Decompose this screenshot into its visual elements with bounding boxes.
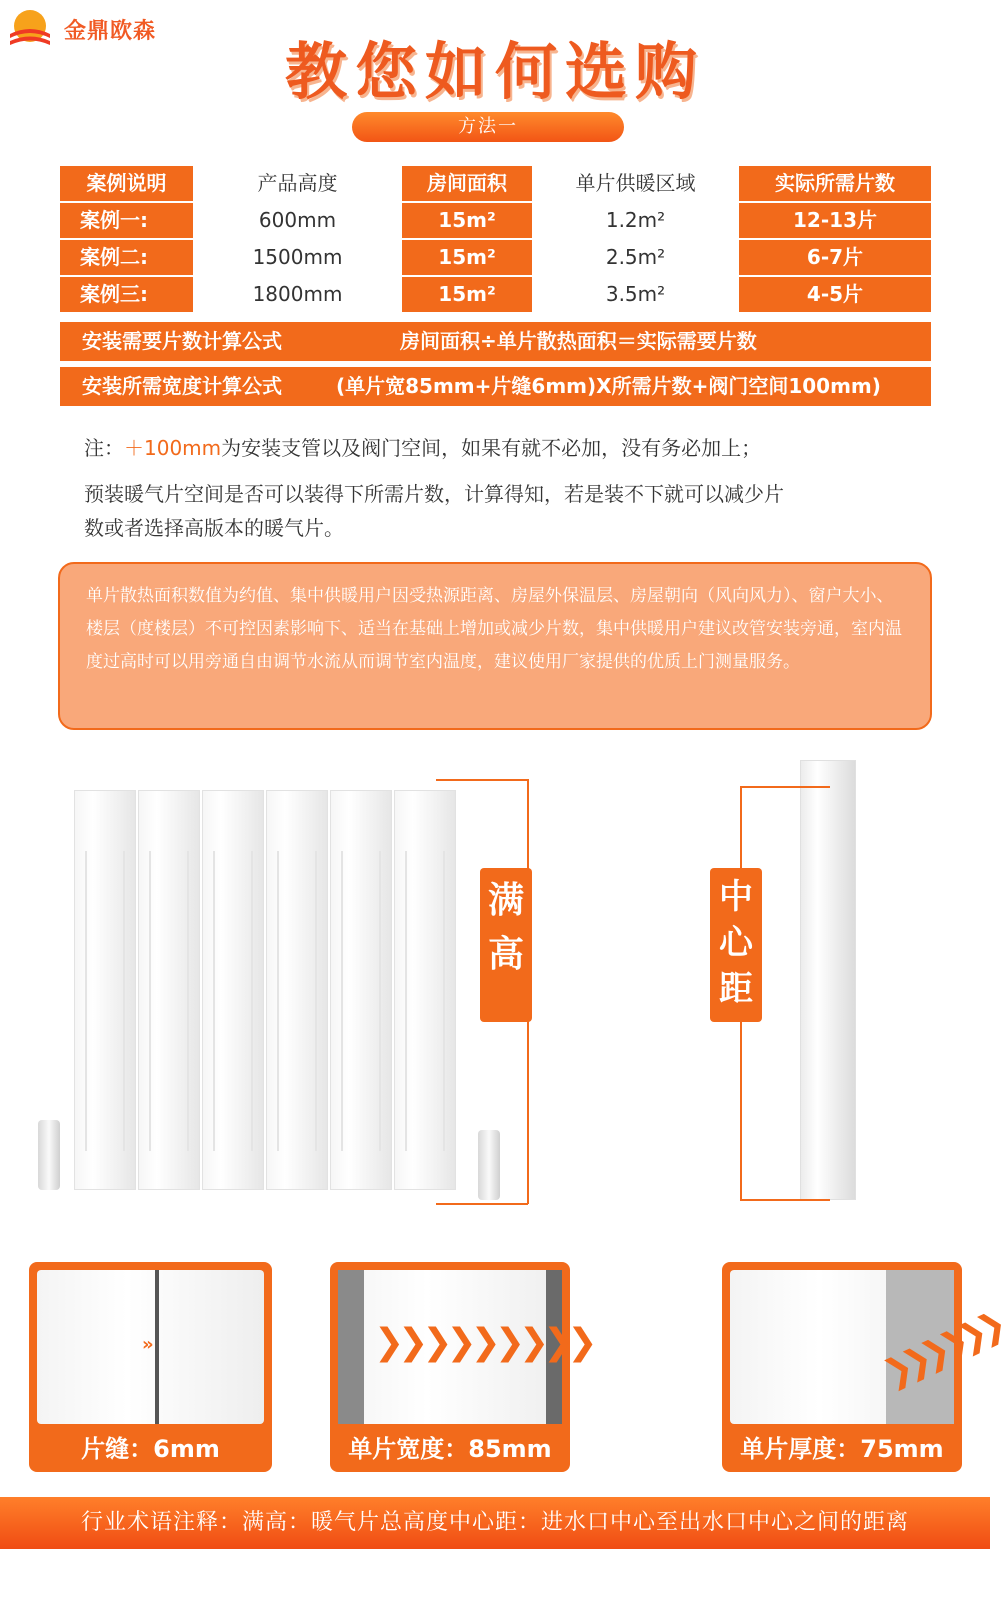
detail-card-gap	[29, 1262, 272, 1472]
radiator-fin	[138, 790, 200, 1190]
width-formula-label: 安装所需宽度计算公式	[82, 374, 282, 398]
table-cell: 12-13片	[739, 203, 931, 238]
center-distance-label: 中 心 距	[710, 868, 762, 1022]
radiator-fin	[202, 790, 264, 1190]
detail-label: 单片厚度：75mm	[740, 1435, 944, 1463]
header-cell: 产品高度	[195, 166, 400, 201]
table-row	[60, 277, 931, 312]
table-header-row	[60, 166, 931, 201]
note-prefix: 注：	[84, 436, 124, 460]
note-line-2: 预装暖气片空间是否可以装得下所需片数，计算得知，若是装不下就可以减少片	[84, 482, 784, 506]
chevron-right-icon: »	[142, 1334, 154, 1355]
full-height-label: 满 高	[480, 868, 532, 1022]
header-cell: 案例说明	[60, 166, 193, 201]
note-line-1	[84, 431, 761, 465]
detail-label: 片缝：6mm	[81, 1435, 220, 1463]
table-cell: 3.5m²	[534, 277, 737, 312]
table-cell: 4-5片	[739, 277, 931, 312]
method-label: 方法一	[352, 112, 624, 142]
width-formula-text: (单片宽85mm+片缝6mm)X所需片数+阀门空间100mm)	[336, 374, 881, 398]
detail-label: 单片宽度：85mm	[348, 1435, 552, 1463]
table-row	[60, 240, 931, 275]
width-formula-bar	[60, 367, 931, 406]
header-cell: 房间面积	[402, 166, 532, 201]
header-cell: 单片供暖区域	[534, 166, 737, 201]
detail-card-width	[330, 1262, 592, 1472]
table-row	[60, 203, 931, 238]
radiator-fin	[394, 790, 456, 1190]
brand-name: 金鼎欧森	[64, 19, 157, 44]
detail-card-thickness	[722, 1262, 1006, 1472]
note-line-3: 数或者选择高版本的暖气片。	[84, 516, 344, 540]
bracket-line	[436, 1203, 528, 1205]
valve-right	[478, 1130, 500, 1200]
info-box: 单片散热面积数值为约值、集中供暖用户因受热源距离、房屋外保温层、房屋朝向（风向风力）、窗户大小、楼层（度楼层）不可控因素影响下、适当在基础上增加或减少片数，集中供暖用户建议改管安装旁通，室内温度过高时可以用旁通自由调节水流从而调节室内温度，建议使用厂家提供的优质上门测量服务。	[58, 562, 932, 730]
table-cell: 1800mm	[195, 277, 400, 312]
table-cell: 1.2m²	[534, 203, 737, 238]
table-cell: 案例三:	[60, 277, 193, 312]
header-cell: 实际所需片数	[739, 166, 931, 201]
count-formula-bar	[60, 322, 931, 361]
table-cell: 15m²	[402, 277, 532, 312]
page-title: 教您如何选购	[284, 35, 705, 108]
table-cell: 6-7片	[739, 240, 931, 275]
bracket-line	[740, 1199, 830, 1201]
bracket-line	[436, 779, 528, 781]
detail-image	[37, 1270, 264, 1424]
chevron-right-icon: ❯❯❯❯❯❯	[877, 1305, 1006, 1395]
bracket-line	[740, 786, 830, 788]
count-formula-label: 安装需要片数计算公式	[82, 329, 282, 353]
gap-line	[155, 1270, 159, 1424]
table-cell: 案例一:	[60, 203, 193, 238]
table-cell: 1500mm	[195, 240, 400, 275]
valve-left	[38, 1120, 60, 1190]
count-formula-text: 房间面积÷单片散热面积＝实际需要片数	[400, 329, 757, 353]
radiator-fin	[74, 790, 136, 1190]
radiator-front-image	[70, 780, 490, 1200]
chevron-right-icon: ❯❯❯❯❯❯❯❯❯	[374, 1322, 592, 1363]
table-cell: 15m²	[402, 240, 532, 275]
table-cell: 2.5m²	[534, 240, 737, 275]
note-line-1-text: 为安装支管以及阀门空间，如果有就不必加，没有务必加上；	[221, 436, 762, 460]
table-cell: 案例二:	[60, 240, 193, 275]
detail-image	[730, 1270, 1006, 1424]
detail-image	[338, 1270, 592, 1424]
radiator-fin	[330, 790, 392, 1190]
edge-shade	[338, 1270, 364, 1424]
note-highlight: ＋100mm	[124, 436, 222, 460]
table-cell: 15m²	[402, 203, 532, 238]
table-cell: 600mm	[195, 203, 400, 238]
footer-glossary: 行业术语注释：满高：暖气片总高度中心距：进水口中心至出水口中心之间的距离	[0, 1497, 990, 1549]
radiator-fin	[266, 790, 328, 1190]
radiator-side-image	[800, 760, 856, 1200]
